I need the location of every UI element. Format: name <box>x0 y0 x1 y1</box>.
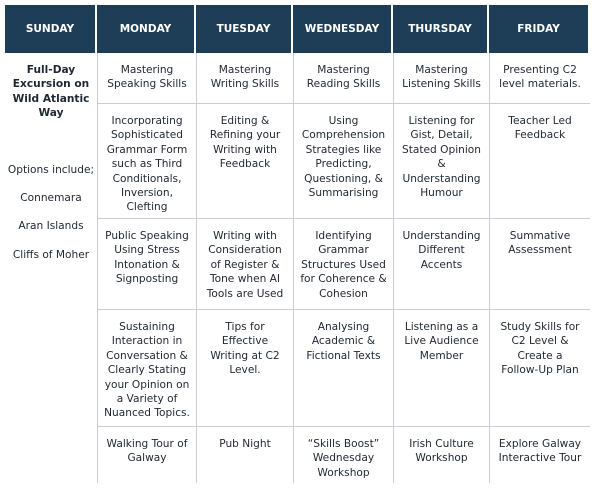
thursday-session-2: Listening for Gist, Detail, Stated Opinion & Understanding Humour <box>393 104 489 219</box>
wednesday-evening-activity: “Skills Boost” Wednesday Workshop <box>293 427 393 483</box>
sunday-option: Aran Islands <box>18 220 84 233</box>
header-monday: MONDAY <box>97 5 196 53</box>
wednesday-session-4: Analysing Academic & Fictional Texts <box>293 310 393 427</box>
monday-session-1: Mastering Speaking Skills <box>97 53 196 104</box>
monday-evening-activity: Walking Tour of Galway <box>97 427 196 483</box>
thursday-evening-activity: Irish Culture Workshop <box>393 427 489 483</box>
monday-session-4: Sustaining Interaction in Conversation & Clearly Stating your Opinion on a Variety of Nuanced Topics. <box>97 310 196 427</box>
header-tuesday: TUESDAY <box>196 5 293 53</box>
friday-evening-activity: Explore Galway Interactive Tour <box>489 427 590 483</box>
header-sunday: SUNDAY <box>5 5 97 53</box>
monday-session-2: Incorporating Sophisticated Grammar Form such as Third Conditionals, Inversion, Clefting <box>97 104 196 219</box>
header-friday: FRIDAY <box>489 5 590 53</box>
friday-session-4: Study Skills for C2 Level & Create a Follow-Up Plan <box>489 310 590 427</box>
sunday-excursion-title: Full-Day Excursion on Wild Atlantic Way <box>12 64 90 120</box>
tuesday-session-3: Writing with Consideration of Register & Tone when AI Tools are Used <box>196 219 293 310</box>
header-wednesday: WEDNESDAY <box>293 5 393 53</box>
header-thursday: THURSDAY <box>393 5 489 53</box>
wednesday-session-2: Using Comprehension Strategies like Predicting, Questioning, & Summarising <box>293 104 393 219</box>
friday-session-1: Presenting C2 level materials. <box>489 53 590 104</box>
sunday-option: Connemara <box>20 192 82 205</box>
monday-session-3: Public Speaking Using Stress Intonation & Signposting <box>97 219 196 310</box>
tuesday-evening-activity: Pub Night <box>196 427 293 483</box>
wednesday-session-1: Mastering Reading Skills <box>293 53 393 104</box>
friday-session-2: Teacher Led Feedback <box>489 104 590 219</box>
tuesday-session-4: Tips for Effective Writing at C2 Level. <box>196 310 293 427</box>
sunday-options-label: Options include; <box>7 163 95 176</box>
thursday-session-3: Understanding Different Accents <box>393 219 489 310</box>
sunday-option: Cliffs of Moher <box>12 248 90 261</box>
tuesday-session-1: Mastering Writing Skills <box>196 53 293 104</box>
weekly-schedule-table <box>5 5 590 488</box>
friday-session-3: Summative Assessment <box>489 219 590 310</box>
wednesday-session-3: Identifying Grammar Structures Used for Coherence & Cohesion <box>293 219 393 310</box>
thursday-session-4: Listening as a Live Audience Member <box>393 310 489 427</box>
tuesday-session-2: Editing & Refining your Writing with Feedback <box>196 104 293 219</box>
thursday-session-1: Mastering Listening Skills <box>393 53 489 104</box>
sunday-excursion-cell <box>5 53 97 483</box>
